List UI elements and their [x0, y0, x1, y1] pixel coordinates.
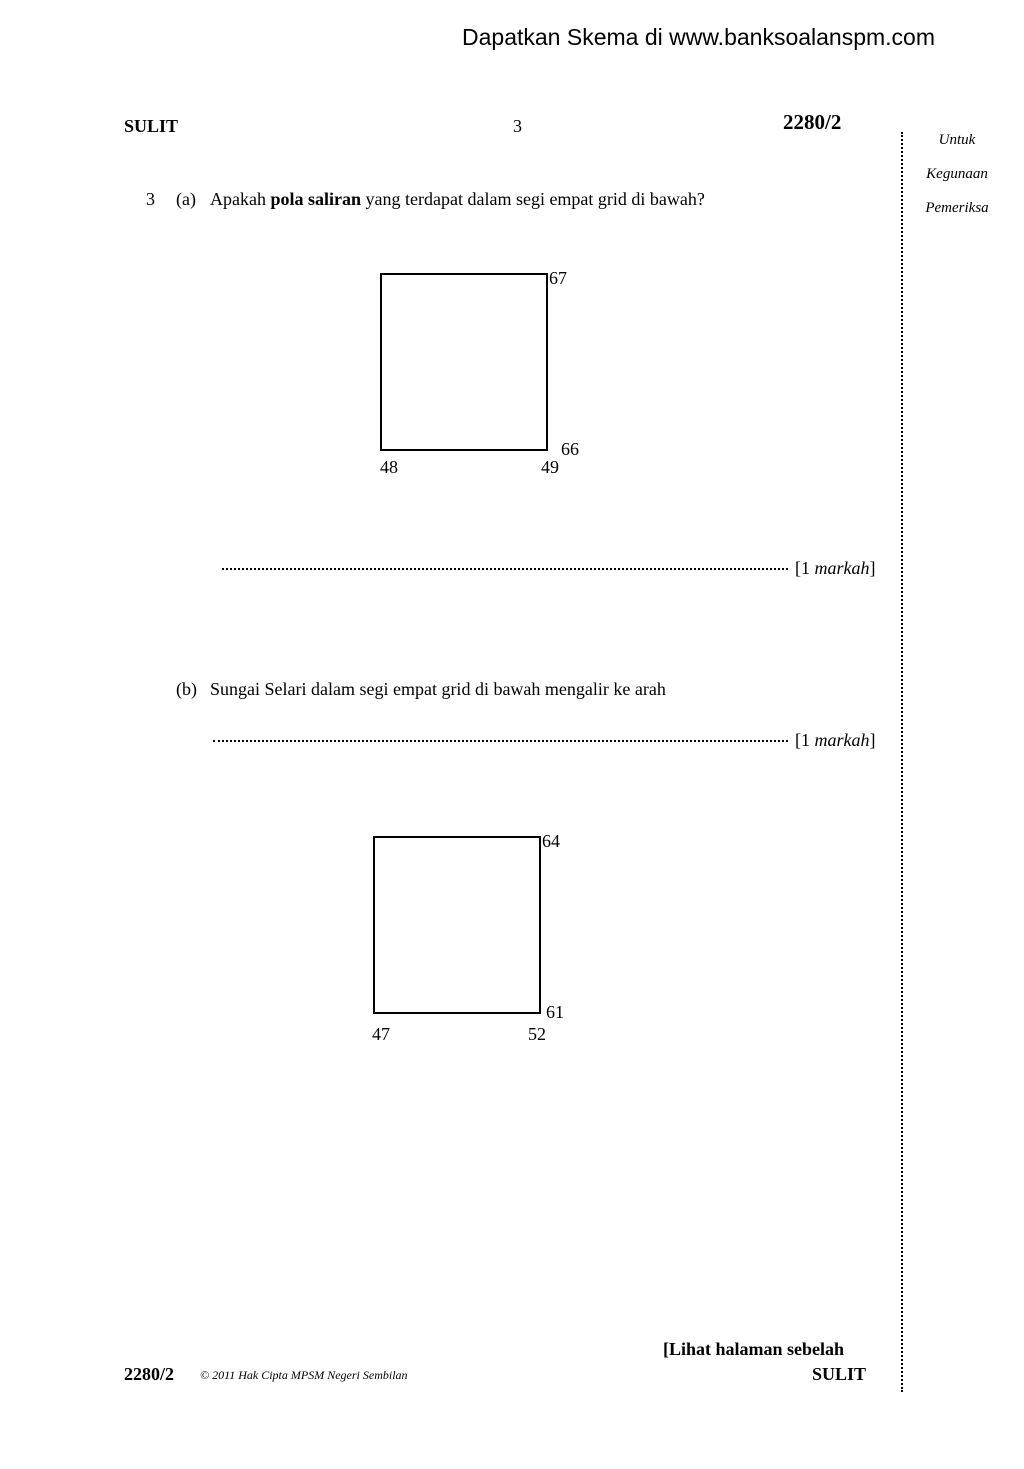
marks-a-close: ] — [869, 558, 876, 578]
grid-a-right-lower-number: 66 — [561, 439, 579, 459]
part-b-question-text: Sungai Selari dalam segi empat grid di bawah mengalir ke arah — [210, 679, 666, 699]
part-a-text-bold: pola saliran — [270, 189, 362, 209]
footer-paper-code: 2280/2 — [124, 1364, 175, 1384]
footer-see-next-page: [Lihat halaman sebelah — [663, 1339, 845, 1359]
question-number: 3 — [146, 189, 155, 209]
marks-a-open: [1 — [795, 558, 815, 578]
watermark-text: Dapatkan Skema di www.banksoalanspm.com — [462, 24, 936, 50]
part-a-label: (a) — [176, 189, 196, 209]
grid-a-top-right-number: 67 — [549, 268, 567, 288]
grid-b-right-lower-number: 61 — [546, 1002, 564, 1022]
marks-b-open: [1 — [795, 730, 815, 750]
grid-square-b — [373, 836, 541, 1014]
part-b-label: (b) — [176, 679, 197, 699]
grid-a-bottom-left-number: 48 — [380, 457, 398, 477]
margin-divider — [901, 132, 903, 1392]
marks-b-word: markah — [814, 730, 870, 750]
grid-square-a — [380, 273, 548, 451]
grid-a-bottom-right-number: 49 — [541, 457, 559, 477]
marks-b-close: ] — [869, 730, 876, 750]
part-a-text-before: Apakah — [210, 189, 266, 209]
grid-b-bottom-right-number: 52 — [528, 1024, 546, 1044]
answer-line-a[interactable] — [222, 568, 788, 570]
part-a-text-after: yang terdapat dalam segi empat grid di bawah? — [365, 189, 705, 209]
grid-b-top-right-number: 64 — [542, 831, 560, 851]
header-page-number: 3 — [513, 116, 522, 136]
margin-label-kegunaan: Kegunaan — [926, 166, 988, 182]
footer-sulit: SULIT — [812, 1364, 867, 1384]
header-sulit: SULIT — [124, 116, 179, 136]
margin-label-untuk: Untuk — [938, 132, 976, 148]
footer-copyright: © 2011 Hak Cipta MPSM Negeri Sembilan — [200, 1368, 408, 1382]
margin-label-pemeriksa: Pemeriksa — [925, 200, 989, 216]
answer-line-b[interactable] — [213, 740, 788, 742]
grid-b-bottom-left-number: 47 — [372, 1024, 390, 1044]
part-a-question-text — [210, 189, 705, 210]
marks-b — [795, 730, 876, 751]
marks-a — [795, 558, 876, 579]
marks-a-word: markah — [814, 558, 870, 578]
header-paper-code: 2280/2 — [783, 110, 842, 134]
